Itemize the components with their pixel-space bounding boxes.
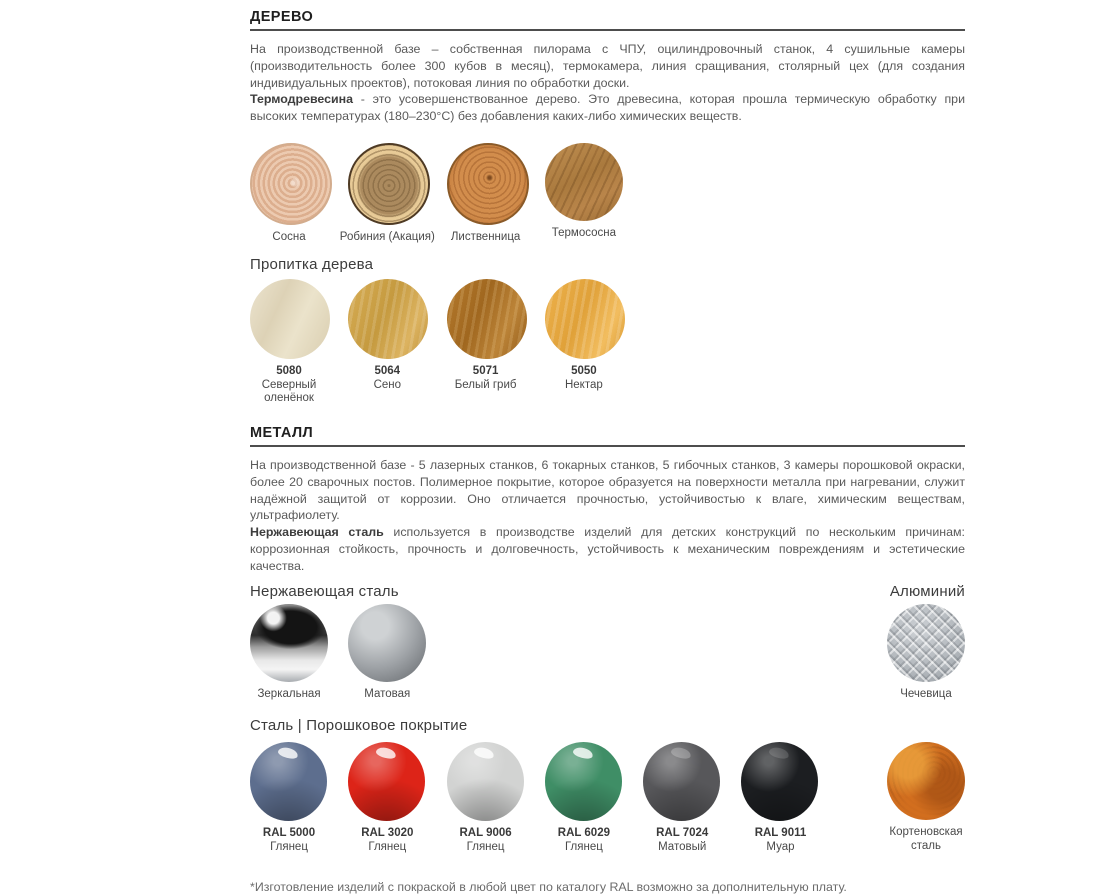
stainless-aluminum-headings [250, 583, 965, 600]
impregnation-title: Пропитка дерева [250, 256, 374, 274]
wood-section-title: ДЕРЕВО [250, 9, 314, 25]
stainless-text: используется в производстве изделий для детских конструкций по нескольким причинам: коррозионная стойкость, прочность и долговечность, устойчивость к механическим повреждениям и эстетические качества. [250, 525, 965, 573]
ral-7024-swatch [643, 742, 720, 821]
tint-code: 5050 [571, 365, 597, 378]
wood-title-rule [250, 29, 965, 31]
corten-label-line-2: сталь [911, 839, 941, 852]
tint-5050-swatch [545, 279, 625, 359]
ral-finish: Глянец [368, 840, 407, 853]
wood-sample-label: Сосна [272, 230, 306, 243]
thermo-pine-wood-swatch [545, 143, 623, 221]
wood-sample-robinia [339, 143, 446, 245]
ral-finish: Глянец [466, 840, 505, 853]
ral-code: RAL 3020 [361, 827, 414, 840]
metal-paragraph-2 [250, 524, 965, 574]
powder-coating-row [250, 742, 965, 854]
tint-5071-swatch [447, 279, 527, 359]
metal-title-rule [250, 445, 965, 447]
thermowood-lead: Термодревесина [250, 92, 354, 107]
stainless-lead: Нержавеющая сталь [250, 525, 384, 540]
ral-3020-swatch [348, 742, 425, 821]
ral-finish: Муар [766, 840, 795, 853]
ral-code: RAL 5000 [262, 827, 316, 840]
ral-9006-swatch [447, 742, 524, 821]
mirror-steel-ball-swatch [250, 604, 328, 682]
ral-6029-swatch [545, 742, 622, 821]
stainless-row [250, 604, 965, 702]
wood-sample-thermo-pine [545, 143, 643, 245]
ral-code: RAL 6029 [557, 827, 610, 840]
wood-sample-label: Термососна [551, 226, 617, 239]
impregnation-row [250, 279, 965, 406]
wood-paragraph-1-text: На производственной базе – собственная пилорама с ЧПУ, оцилиндровочный станок, 4 сушильные камеры (производительность более 300 кубов в месяц), термокамера, линия сращивания, столярный цех (для создания индивидуальных проектов), потоковая линия по обработки доски. [250, 42, 965, 90]
tint-name: Белый гриб [454, 378, 517, 391]
robinia-wood-slice-swatch [348, 143, 430, 225]
tint-5064-swatch [348, 279, 428, 359]
metal-paragraph-1 [250, 457, 965, 524]
wood-intro [250, 41, 965, 125]
aluminum-checker-plate-swatch [887, 604, 965, 682]
wood-sample-label: Лиственница [450, 230, 521, 243]
wood-paragraph-1 [250, 41, 965, 91]
ral-code: RAL 9011 [754, 827, 807, 840]
corten-steel-swatch [887, 742, 965, 820]
tint-code: 5080 [276, 365, 302, 378]
wood-paragraph-2 [250, 91, 965, 125]
stainless-sample-matte [348, 604, 446, 702]
metal-paragraph-1-text: На производственной базе - 5 лазерных станков, 6 токарных станков, 5 гибочных станков, 3 камеры порошковой окраски, более 20 сварочных постов. Полимерное покрытие, которое образуется на поверхности металла при нагревании, служит надёжной защитой от коррозии. Оно отличается прочностью, устойчивостью к влаге, химическим веществам, ультрафиолету. [250, 457, 965, 523]
matte-steel-ball-swatch [348, 604, 426, 682]
ral-5000-swatch [250, 742, 327, 821]
tint-5080-swatch [250, 279, 330, 359]
powder-coating-title: Сталь | Порошковое покрытие [250, 717, 468, 735]
stainless-title: Нержавеющая сталь [250, 582, 399, 600]
tint-code: 5071 [472, 365, 499, 378]
aluminum-sample-lentil [887, 604, 965, 702]
stainless-sample-mirror [250, 604, 348, 702]
larch-wood-slice-swatch [447, 143, 529, 225]
powder-sample-corten [887, 742, 965, 854]
ral-finish: Матовый [658, 840, 707, 853]
tint-name-2: оленёнок [264, 392, 314, 405]
ral-footnote: *Изготовление изделий с покраской в любой цвет по каталогу RAL возможно за дополнительную плату. [250, 880, 847, 894]
pine-wood-slice-swatch [250, 143, 332, 225]
page-content [250, 0, 965, 894]
ral-code: RAL 9006 [459, 827, 512, 840]
ral-code: RAL 7024 [656, 827, 709, 840]
aluminum-sample-label: Чечевица [900, 687, 952, 700]
wood-sample-label: Робиния (Акация) [339, 230, 435, 243]
stainless-sample-label: Матовая [364, 687, 411, 700]
ral-finish: Глянец [564, 840, 603, 853]
aluminum-title: Алюминий [889, 582, 965, 600]
wood-sample-pine [250, 143, 348, 245]
thermowood-text: - это усовершенствованное дерево. Это древесина, которая прошла термическую обработку при высоких температурах (180–230°С) без добавления каких-либо химических веществ. [250, 92, 965, 124]
impregnation-sample-5050 [545, 279, 643, 406]
metal-section-title: МЕТАЛЛ [250, 424, 314, 441]
powder-sample-ral9011 [741, 742, 839, 854]
metal-intro [250, 457, 965, 575]
ral-finish: Глянец [270, 840, 308, 853]
stainless-sample-label: Зеркальная [257, 687, 321, 700]
corten-label-line-1: Кортеновская [889, 826, 963, 839]
tint-name: Северный [261, 378, 317, 391]
tint-name: Сено [373, 378, 402, 391]
tint-code: 5064 [374, 365, 401, 378]
ral-9011-swatch [741, 742, 818, 821]
tint-name: Нектар [564, 378, 603, 391]
wood-species-row [250, 143, 965, 245]
